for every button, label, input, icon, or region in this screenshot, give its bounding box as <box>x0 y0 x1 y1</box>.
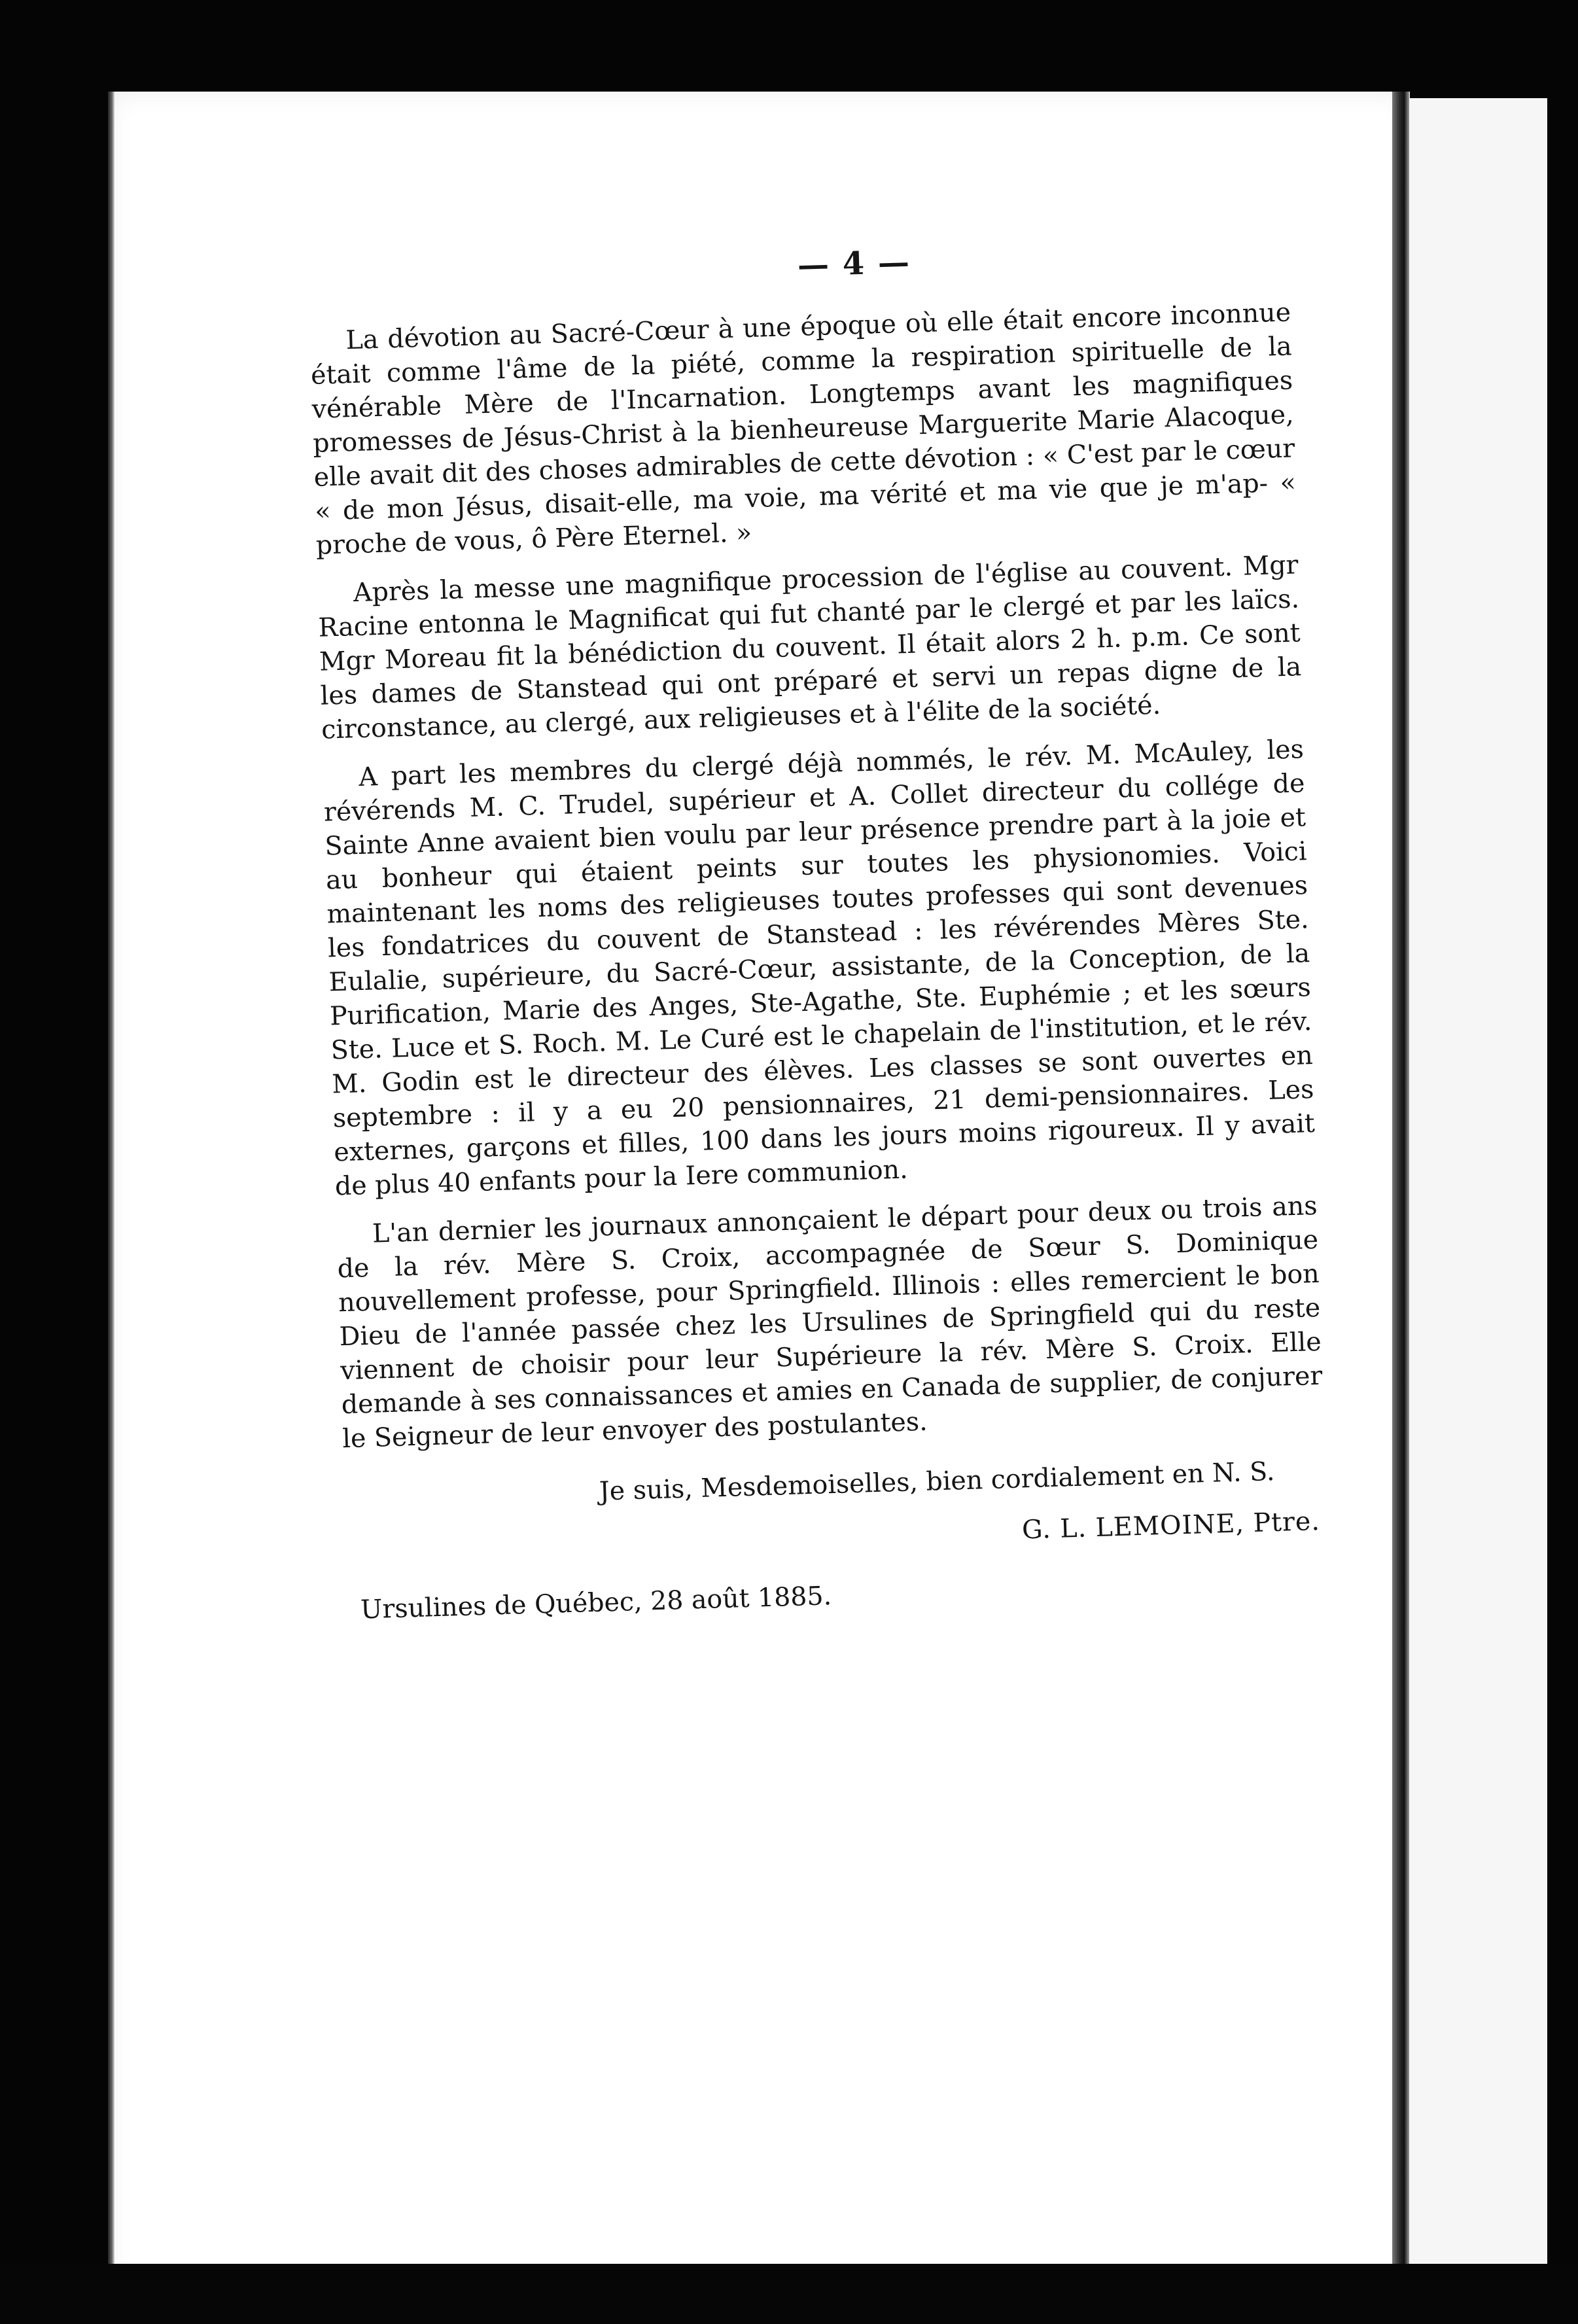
closing-line: Je suis, Mesdemoiselles, bien cordialement en N. S. <box>599 1456 1275 1507</box>
page-left-edge <box>108 92 114 2303</box>
paragraph-procession: Après la messe une magnifique procession de l'église au couvent. Mgr Racine entonna le Magnificat qui fut chanté par le clergé et par les laïcs. Mgr Moreau fit la bénédiction du couvent. Il était alors 2 h. p.m. Ce sont les dames de Stanstead qui ont préparé et servi un repas digne de la circonstance, au clergé, aux religieuses et à l'élite de la société. <box>317 550 1302 745</box>
place-date: Ursulines de Québec, 28 août 1885. <box>360 1581 832 1625</box>
paragraph-springfield: L'an dernier les journaux annonçaient le départ pour deux ou trois ans de la rév. Mère S. Croix, accompagnée de Sœur S. Dominique nouvellement professe, pour Springfield. Illinois : elles remercient le bon Dieu de l'année passée chez les Ursulines de Springfield qui du reste viennent de choisir pour leur Supérieure la rév. Mère S. Croix. Elle demande à ses connaissances et amies en Canada de supplier, de conjurer le Seigneur de leur envoyer des postulantes. <box>337 1190 1323 1454</box>
paragraph-devotion: La dévotion au Sacré-Cœur à une époque où elle était encore inconnue était comme l'âme de la piété, comme la respiration spirituelle de la vénérable Mère de l'Incarnation. Longtemps avant les magnifiques promesses de Jésus-Christ à la bienheureuse Marguerite Marie Alacoque, elle avait dit des choses admirables de cette dévotion : « C'est par le cœur « de mon Jésus, disait-elle, ma voie, ma vérité et ma vie que je m'ap- « proche de vous, ô Père Eternel. » <box>310 297 1297 561</box>
page-number: — 4 — <box>797 243 911 284</box>
scan-bottom-border <box>0 2264 1578 2324</box>
page-text <box>307 233 1329 1628</box>
signature: G. L. LEMOINE, Ptre. <box>1021 1505 1321 1545</box>
book-gutter <box>1392 92 1409 2316</box>
paragraph-clergy: A part les membres du clergé déjà nommés, le rév. M. McAuley, les révérends M. C. Trudel, supérieur et A. Collet directeur du collége de Sainte Anne avaient bien voulu par leur présence prendre part à la joie et au bonheur qui étaient peints sur toutes les physionomies. Voici maintenant les noms des religieuses toutes professes qui sont devenues les fondatrices du couvent de Stanstead : les révérendes Mères Ste. Eulalie, supérieure, du Sacré-Cœur, assistante, de la Conception, de la Purification, Marie des Anges, Ste-Agathe, Ste. Euphémie ; et les sœurs Ste. Luce et S. Roch. M. Le Curé est le chapelain de l'institution, et le rév. M. Godin est le directeur des élèves. Les classes se sont ouvertes en septembre : il y a eu 20 pensionnaires, 21 demi-pensionnaires. Les externes, garçons et filles, 100 dans les jours moins rigoureux. Il y avait de plus 40 enfants pour la Iere communion. <box>323 734 1316 1202</box>
adjacent-page <box>1397 98 1547 2323</box>
